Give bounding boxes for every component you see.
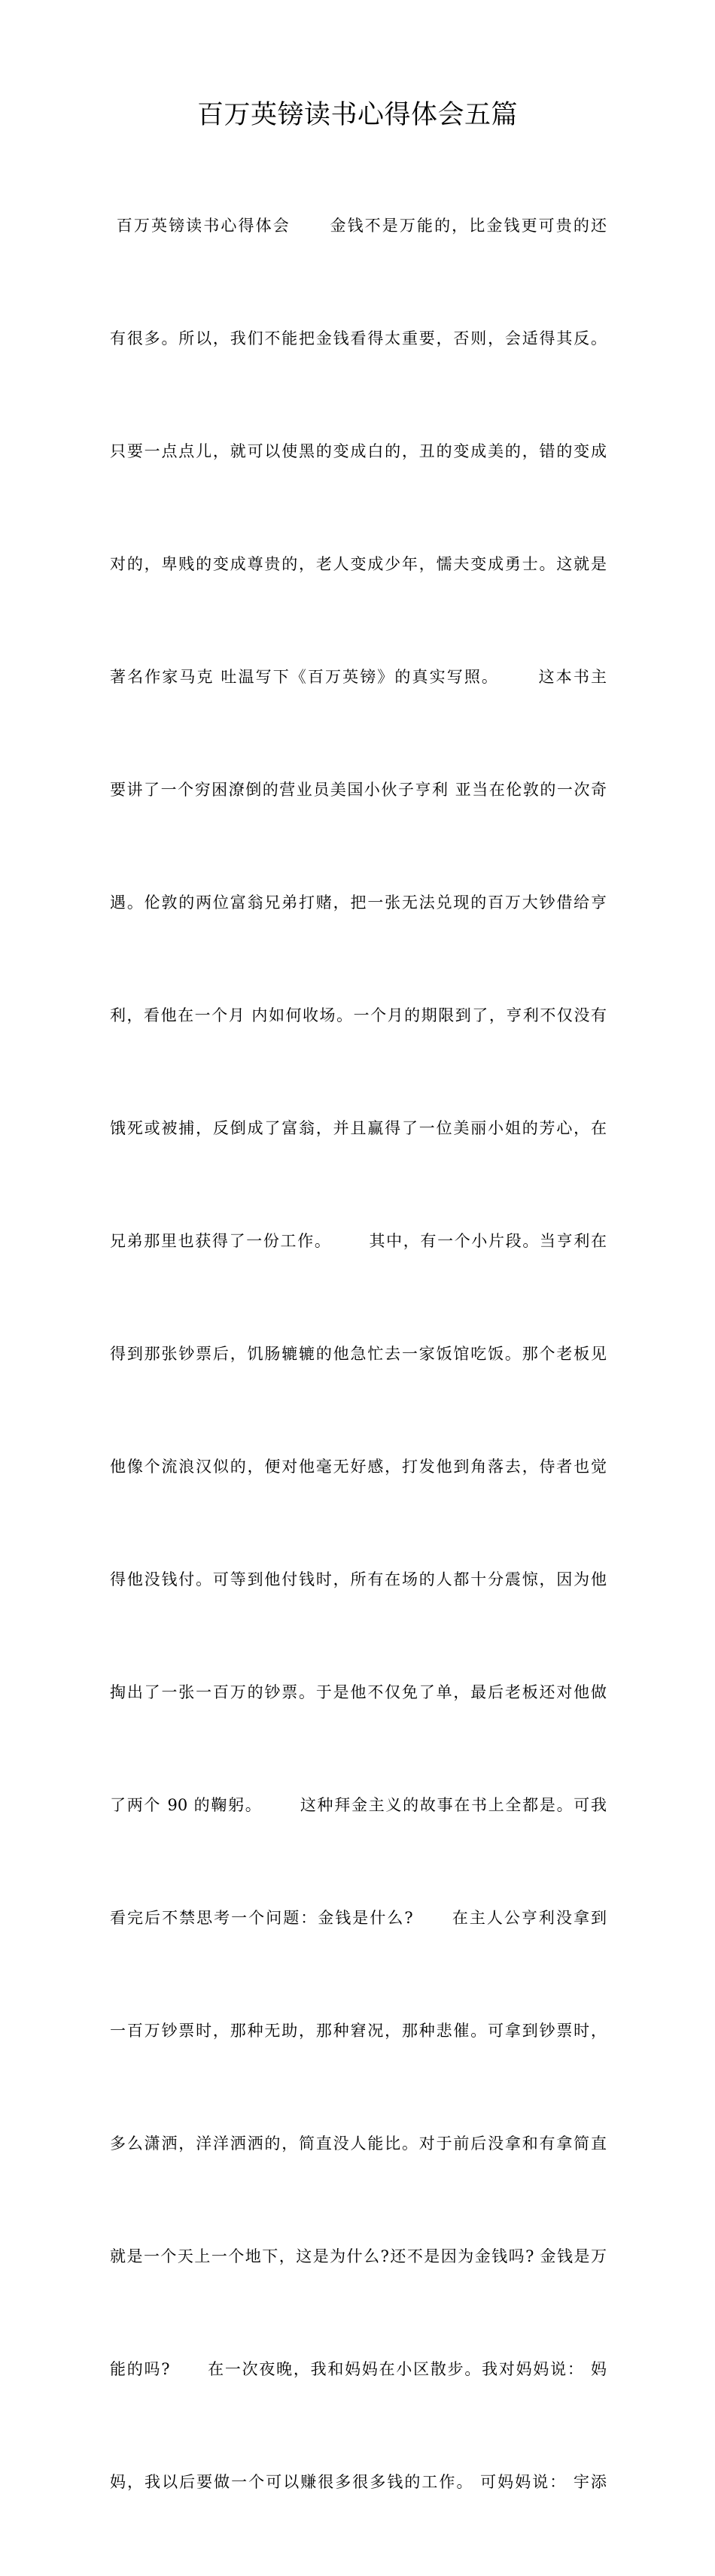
- body-line: 有很多。所以，我们不能把金钱看得太重要，否则，会适得其反。: [110, 329, 607, 347]
- body-line: 对的，卑贱的变成尊贵的，老人变成少年，懦夫变成勇士。这就是: [110, 555, 607, 573]
- body-line: 饿死或被捕，反倒成了富翁，并且赢得了一位美丽小姐的芳心，在: [110, 1119, 607, 1137]
- body-line: 一百万钞票时，那种无助，那种窘况，那种悲催。可拿到钞票时，: [110, 2022, 607, 2040]
- body-line: 著名作家马克 吐温写下《百万英镑》的真实写照。 这本书主: [110, 668, 607, 686]
- document-body: [110, 132, 607, 2576]
- body-line: 得到那张钞票后，饥肠辘辘的他急忙去一家饭馆吃饭。那个老板见: [110, 1345, 607, 1363]
- body-line: 得他没钱付。可等到他付钱时，所有在场的人都十分震惊，因为他: [110, 1570, 607, 1588]
- body-line: 百万英镑读书心得体会 金钱不是万能的，比金钱更可贵的还: [110, 217, 607, 235]
- body-line: 他像个流浪汉似的，便对他毫无好感，打发他到角落去，侍者也觉: [110, 1458, 607, 1476]
- body-line: 就是一个天上一个地下，这是为什么?还不是因为金钱吗? 金钱是万: [110, 2247, 607, 2265]
- body-line: 多么潇洒，洋洋洒洒的，简直没人能比。对于前后没拿和有拿简直: [110, 2135, 607, 2153]
- body-line: 能的吗? 在一次夜晚，我和妈妈在小区散步。我对妈妈说： 妈: [110, 2360, 607, 2378]
- body-line: 遇。伦敦的两位富翁兄弟打赌，把一张无法兑现的百万大钞借给亨: [110, 894, 607, 912]
- body-line: 要讲了一个穷困潦倒的营业员美国小伙子亨利 亚当在伦敦的一次奇: [110, 781, 607, 799]
- body-line: 妈，我以后要做一个可以赚很多很多钱的工作。 可妈妈说： 宇添: [110, 2473, 607, 2491]
- body-line: 看完后不禁思考一个问题：金钱是什么? 在主人公亨利没拿到: [110, 1909, 607, 1927]
- body-line: 兄弟那里也获得了一份工作。 其中，有一个小片段。当亨利在: [110, 1232, 607, 1250]
- body-line: 掏出了一张一百万的钞票。于是他不仅免了单，最后老板还对他做: [110, 1683, 607, 1701]
- body-line: 利，看他在一个月 内如何收场。一个月的期限到了，亨利不仅没有: [110, 1006, 607, 1024]
- body-line: 了两个 90 的鞠躬。 这种拜金主义的故事在书上全都是。可我: [110, 1796, 607, 1814]
- body-line: 只要一点点儿，就可以使黑的变成白的，丑的变成美的，错的变成: [110, 442, 607, 460]
- document-title: 百万英镑读书心得体会五篇: [196, 100, 518, 130]
